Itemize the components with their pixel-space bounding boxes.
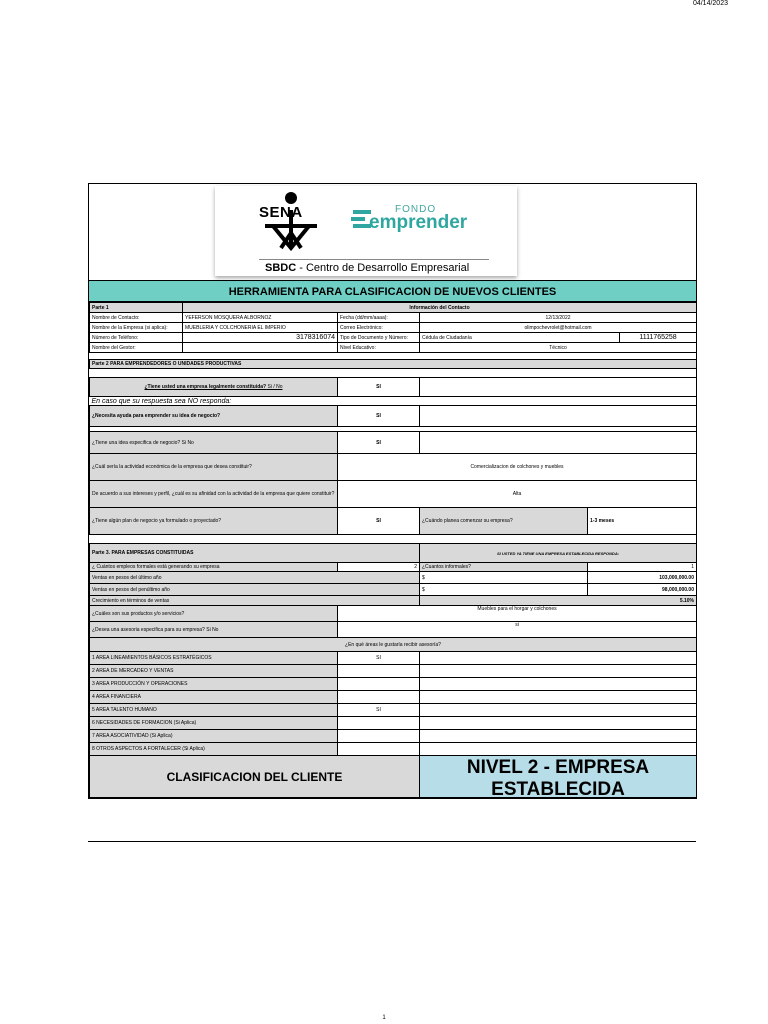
education-label: Nivel Educativo: (338, 343, 420, 353)
sales-growth-value: 5.10% (420, 596, 697, 606)
part1-label: Parte 1 (90, 303, 183, 313)
legal-company-options: Si / No (267, 384, 283, 390)
economic-activity-question: ¿Cuál sería la actividad económica de la empresa que desea constituir? (90, 454, 338, 481)
document-type-label: Tipo de Documento y Número: (338, 333, 420, 343)
area-row-extra (420, 665, 697, 678)
area-row-value (338, 717, 420, 730)
no-answer-note: En caso que su respuesta sea NO responda: (90, 397, 697, 406)
advisory-question-text: ¿Desea una asesoria especifica para su empresa? (92, 626, 205, 633)
affinity-answer: Alta (338, 481, 697, 508)
informal-jobs-value: 1 (588, 563, 697, 572)
part1-header: Información del Contacto (183, 303, 697, 313)
sales-last-year-currency: $ (420, 572, 588, 584)
business-idea-question (90, 432, 338, 454)
area-row-value (338, 743, 420, 756)
area-row-value (338, 678, 420, 691)
date-value: 12/13/2022 (420, 313, 697, 323)
area-row-extra (420, 730, 697, 743)
page-rule (88, 841, 696, 842)
part3-table (89, 535, 697, 798)
area-row-label: 6 NECESIDADES DE FORMACION (Si Aplica) (90, 717, 338, 730)
email-value: olimpochevrolet@hotmail.com (420, 323, 697, 333)
formal-jobs-label: ¿ Cuántos empleos formales está generando su empresa (90, 563, 338, 572)
legal-company-question-text: ¿Tiene usted una empresa legalmente constituida? (144, 384, 267, 390)
area-row-value (338, 730, 420, 743)
sbdc-text (265, 262, 469, 274)
start-date-answer: 1-3 meses (588, 508, 697, 535)
logo-banner (215, 186, 517, 276)
part2-label: Parte 2 PARA EMPRENDEDORES O UNIDADES PRODUCTIVAS (90, 360, 697, 369)
area-row-label: 8 OTROS ASPECTOS A FORTALECER (Si Aplica) (90, 743, 338, 756)
area-row-extra (420, 743, 697, 756)
area-row-label: 5 AREA TALENTO HUMANO (90, 704, 338, 717)
manager-value (183, 343, 338, 353)
fondo-text: FONDO (395, 204, 437, 215)
advisory-options: Si No (206, 626, 219, 633)
formal-jobs-value: 2 (338, 563, 420, 572)
education-value: Técnico (420, 343, 697, 353)
business-idea-extra (420, 432, 697, 454)
start-date-question: ¿Cuándo planea comenzar su empresa? (420, 508, 588, 535)
area-row-label: 2 AREA DE MERCADEO Y VENTAS (90, 665, 338, 678)
business-idea-answer: SI (338, 432, 420, 454)
contact-name-value: YEFERSON MOSQUERA ALBORNOZ (183, 313, 338, 323)
print-date: 04/14/2023 (692, 0, 728, 7)
classification-value (420, 756, 697, 798)
advisory-question (90, 622, 338, 638)
area-row-value (338, 691, 420, 704)
sales-last-year-label: Ventas en pesos del último año (90, 572, 420, 584)
advisory-answer: si (338, 622, 697, 638)
page-number: 1 (382, 1015, 386, 1021)
document-type-value: Cédula de Ciudadanía (420, 333, 620, 343)
area-row-extra (420, 652, 697, 665)
contact-name-label: Nombre de Contacto: (90, 313, 183, 323)
area-row-label: 4 AREA FINANCIERA (90, 691, 338, 704)
products-label: ¿Cuáles son sus productos y/o servicios? (90, 606, 338, 622)
company-name-label: Nombre de la Empresa (si aplica): (90, 323, 183, 333)
sbdc-rest: - Centro de Desarrollo Empresarial (296, 262, 470, 274)
area-row-value: SI (338, 652, 420, 665)
date-label: Fecha (dd/mm/aaaa): (338, 313, 420, 323)
manager-label: Nombre del Gestor: (90, 343, 183, 353)
emprender-text: emprender (369, 212, 468, 233)
informal-jobs-label: ¿Cuantos informales? (420, 563, 588, 572)
sbdc-bold: SBDC (265, 262, 297, 274)
area-row-value (338, 665, 420, 678)
products-value: Muebles para el horgar y colchones (338, 606, 697, 622)
economic-activity-answer: Comercializacion de colchones y muebles (338, 454, 697, 481)
need-help-question: ¿Necesita ayuda para emprender su idea de negocio? (90, 406, 338, 427)
area-row-extra (420, 691, 697, 704)
email-label: Correo Electrónico: (338, 323, 420, 333)
need-help-answer: SI (338, 406, 420, 427)
sena-logo-icon (255, 188, 345, 258)
area-row-extra (420, 678, 697, 691)
phone-label: Número de Teléfono: (90, 333, 183, 343)
legal-company-extra (420, 378, 697, 397)
form-title: HERRAMIENTA PARA CLASIFICACION DE NUEVOS CLIENTES (89, 281, 696, 302)
logo-area (89, 184, 696, 281)
business-plan-question: ¿Tiene algún plan de negocio ya formulado o proyectado? (90, 508, 338, 535)
business-plan-answer: SI (338, 508, 420, 535)
area-row-extra (420, 704, 697, 717)
logo-divider (259, 259, 489, 260)
legal-company-answer: SI (338, 378, 420, 397)
area-row-extra (420, 717, 697, 730)
sena-wordmark: SENA (259, 204, 303, 221)
document-number-value: 1111765258 (620, 333, 697, 343)
areas-question: ¿En qué áreas le gustaría recibir asesoría? (90, 638, 697, 652)
phone-value: 3178316074 (183, 333, 338, 343)
sales-prev-year-currency: $ (420, 584, 588, 596)
area-row-label: 1 AREA LINEAMIENTOS BÁSICOS ESTRATÉGICOS (90, 652, 338, 665)
business-idea-question-text: ¿Tiene una idea especifica de negocio? (92, 439, 181, 446)
sales-growth-label: Crecimiento en términos de ventas (90, 596, 420, 606)
affinity-question: De acuerdo a sus intereses y perfil, ¿cuál es su afinidad con la actividad de la empresa que quiere constituir? (90, 481, 338, 508)
part2-table (89, 353, 697, 535)
company-name-value: MUEBLERIA Y COLCHONERIA EL IMPERIO (183, 323, 338, 333)
part1-table (89, 302, 697, 353)
area-row-label: 3 AREA PRODUCCIÓN Y OPERACIONES (90, 678, 338, 691)
need-help-extra (420, 406, 697, 427)
classification-label: CLASIFICACION DEL CLIENTE (90, 756, 420, 798)
area-row-value: SI (338, 704, 420, 717)
part3-label: Parte 3. PARA EMPRESAS CONSTITUIDAS (90, 544, 420, 563)
sales-prev-year-value: 98,000,000.00 (588, 584, 697, 596)
business-idea-options: Si No (181, 439, 194, 446)
sales-prev-year-label: Ventas en pesos del penúltimo año (90, 584, 420, 596)
legal-company-question (90, 378, 338, 397)
client-classification-form (88, 183, 697, 799)
classification-value-text: NIVEL 2 - EMPRESA ESTABLECIDA (466, 757, 650, 795)
area-row-label: 7 AREA ASOCIATIVIDAD (Si Aplica) (90, 730, 338, 743)
part3-note: SI USTED YA TIENE UNA EMPRESA ESTABLECIDA RESPONDA: (420, 544, 697, 563)
sales-last-year-value: 103,000,000.00 (588, 572, 697, 584)
